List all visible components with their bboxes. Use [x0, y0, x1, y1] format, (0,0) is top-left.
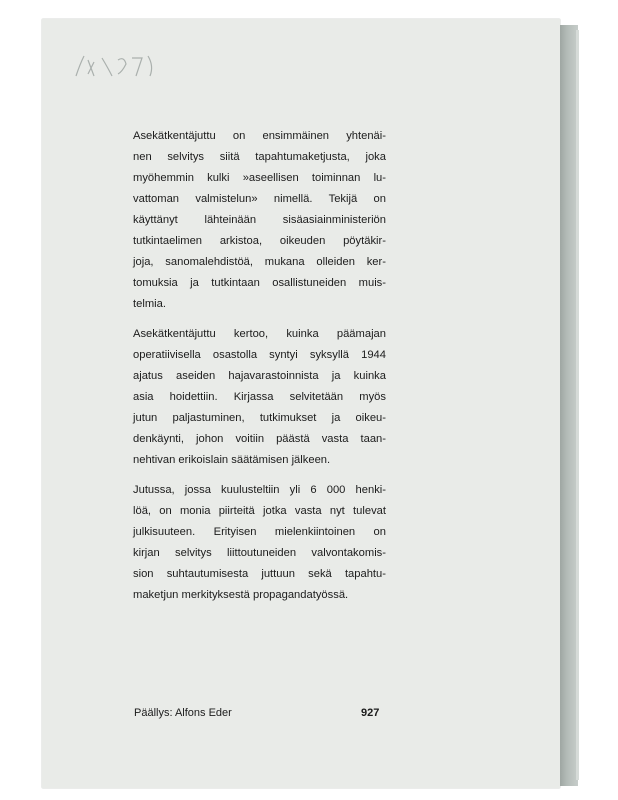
text-line: jutun paljastuminen, tutkimukset ja oikeu- — [133, 412, 386, 424]
pencil-mark-icon — [72, 50, 162, 80]
text-line: nehtivan erikoislain säätämisen jälkeen. — [133, 454, 331, 466]
text-line: denkäynti, johon voitiin päästä vasta taan- — [133, 433, 386, 445]
text-line: joja, sanomalehdistöä, mukana olleiden ker- — [133, 256, 386, 268]
text-line: kirjan selvitys liittoutuneiden valvontakomis- — [133, 547, 386, 559]
text-line: tomuksia ja tutkintaan osallistuneiden muis- — [133, 277, 386, 289]
text-line: tutkintaelimen arkistoa, oikeuden pöytäkir- — [133, 235, 386, 247]
text-line: asia hoidettiin. Kirjassa selvitetään myös — [133, 391, 386, 403]
spine-edge — [576, 30, 579, 780]
text-line: sion suhtautumisesta juttuun sekä tapahtu- — [133, 568, 386, 580]
text-line: julkisuuteen. Erityisen mielenkiintoinen on — [133, 526, 386, 538]
paragraph-1 — [133, 126, 386, 315]
text-line: Jutussa, jossa kuulusteltiin yli 6 000 henki- — [133, 484, 386, 496]
text-line: vattoman valmistelun» nimellä. Tekijä on — [133, 193, 386, 205]
text-line: telmia. — [133, 298, 166, 310]
blurb-text — [133, 126, 386, 615]
text-line: myöhemmin kulki »aseellisen toiminnan lu- — [133, 172, 386, 184]
cover-credit: Päällys: Alfons Eder — [134, 707, 232, 719]
text-line: löä, on monia piirteitä jotka vasta nyt tulevat — [133, 505, 386, 517]
text-line: käyttänyt lähteinään sisäasiainministeriön — [133, 214, 386, 226]
text-line: Asekätkentäjuttu on ensimmäinen yhtenäi- — [133, 130, 386, 142]
text-line: ajatus aseiden hajavarastoinnista ja kuinka — [133, 370, 386, 382]
paragraph-3 — [133, 480, 386, 606]
text-line: Asekätkentäjuttu kertoo, kuinka päämajan — [133, 328, 386, 340]
text-line: maketjun merkityksestä propagandatyössä. — [133, 589, 349, 601]
text-line: nen selvitys siitä tapahtumaketjusta, joka — [133, 151, 386, 163]
text-line: operatiivisella osastolla syntyi syksyllä 1944 — [133, 349, 386, 361]
paragraph-2 — [133, 324, 386, 471]
catalog-number: 927 — [361, 707, 380, 719]
